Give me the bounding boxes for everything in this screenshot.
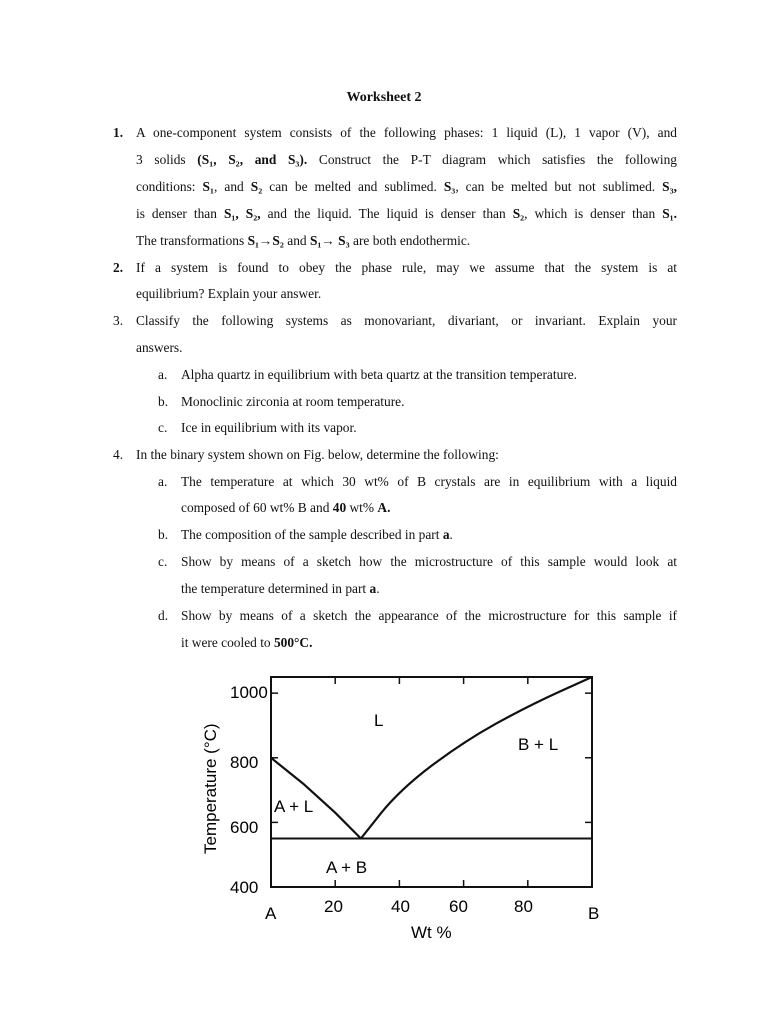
q2-line2: equilibrium? Explain your answer. (136, 286, 322, 301)
q4-number: 4. (113, 447, 124, 462)
q4-c-line1: Show by means of a sketch how the microstructure of this sample would look at (181, 554, 677, 569)
q1-line2: 3 solids (S₁, S₂, and S₃). Construct the P-T diagram which satisfies the following (136, 152, 677, 167)
q1-line1: A one-component system consists of the following phases: 1 liquid (L), 1 vapor (V), and (136, 125, 677, 140)
q3-line1: Classify the following systems as monovariant, divariant, or invariant. Explain your (136, 313, 677, 328)
x-tick-40: 40 (391, 897, 410, 916)
q3-item-b-text: Monoclinic zirconia at room temperature. (181, 394, 405, 409)
q4-a-label: a. (158, 474, 168, 489)
region-b-plus-liquid: B + L (518, 735, 559, 754)
q3-line2: answers. (136, 340, 183, 355)
axis-ticks (271, 677, 592, 887)
x-tick-b: B (588, 904, 600, 923)
y-tick-1000: 1000 (230, 683, 268, 702)
q3-item-a-label: a. (158, 367, 168, 382)
q4-d-label: d. (158, 608, 169, 623)
region-liquid: L (374, 711, 384, 730)
y-tick-400: 400 (230, 878, 259, 897)
x-tick-60: 60 (449, 897, 468, 916)
q4-a-line2: composed of 60 wt% B and 40 wt% A. (181, 500, 391, 515)
q2-line1: If a system is found to obey the phase rule, may we assume that the system is at (136, 260, 677, 275)
y-axis-label: Temperature (°C) (201, 723, 220, 854)
q1-line4: is denser than S₁, S₂, and the liquid. The liquid is denser than S₂, which is denser than S₁. (136, 206, 677, 221)
q3-item-a-text: Alpha quartz in equilibrium with beta quartz at the transition temperature. (181, 367, 578, 382)
b-liquidus-curve (361, 677, 592, 839)
x-tick-a: A (265, 904, 277, 923)
phase-diagram (196, 668, 616, 948)
x-tick-20: 20 (324, 897, 343, 916)
region-a-plus-b: A + B (326, 858, 368, 877)
q4-b-label: b. (158, 527, 169, 542)
q4-b-line1: The composition of the sample described in part a. (181, 527, 453, 542)
y-tick-800: 800 (230, 753, 259, 772)
q4-c-line2: the temperature determined in part a. (181, 581, 380, 596)
q4-d-line2: it were cooled to 500°C. (181, 635, 313, 650)
page-title: Worksheet 2 (346, 90, 422, 105)
x-axis-label: Wt % (411, 923, 452, 942)
region-a-plus-liquid: A + L (274, 797, 314, 816)
y-tick-600: 600 (230, 818, 259, 837)
x-tick-80: 80 (514, 897, 533, 916)
q3-item-b-label: b. (158, 394, 169, 409)
q4-a-line1: The temperature at which 30 wt% of B crystals are in equilibrium with a liquid (181, 474, 677, 489)
q1-line5: The transformations S₁→S₂ and S₁→ S₃ are both endothermic. (136, 233, 471, 248)
q2-number: 2. (113, 260, 124, 275)
q3-item-c-text: Ice in equilibrium with its vapor. (181, 420, 357, 435)
q1-line3: conditions: S₁, and S₂ can be melted and sublimed. S₃, can be melted but not sublimed. S₃, (136, 179, 677, 194)
q3-item-c-label: c. (158, 420, 168, 435)
plot-frame (271, 677, 592, 887)
q3-number: 3. (113, 313, 124, 328)
q4-line1: In the binary system shown on Fig. below, determine the following: (136, 447, 499, 462)
q4-d-line1: Show by means of a sketch the appearance of the microstructure for this sample if (181, 608, 677, 623)
q1-number: 1. (113, 125, 124, 140)
q4-c-label: c. (158, 554, 168, 569)
